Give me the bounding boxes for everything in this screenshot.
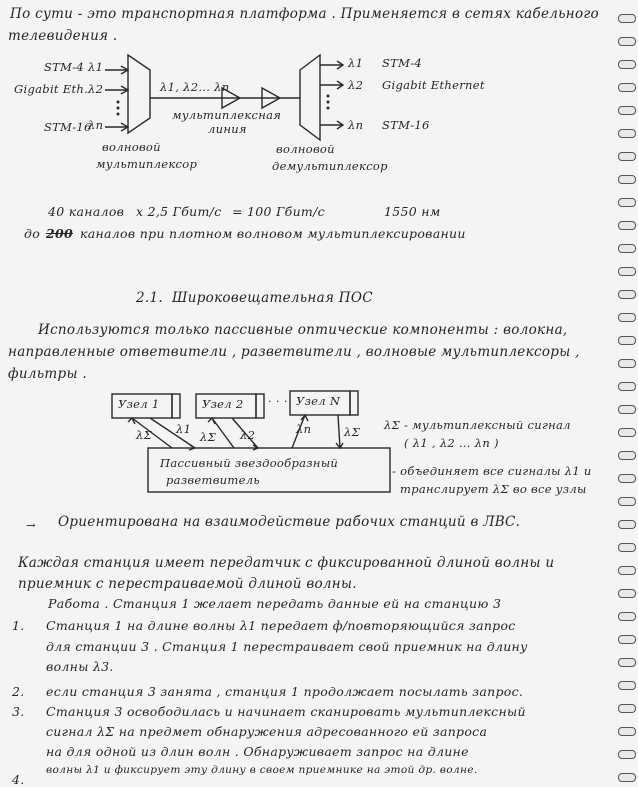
- step-1-line-2: для станции 3 . Станция 1 перестраивает свой приемник на длину: [46, 639, 528, 654]
- station-line-1: Каждая станция имеет передатчик с фиксированной длиной волны и: [18, 555, 555, 571]
- capacity-total: = 100 Гбит/с: [232, 204, 325, 219]
- lambda-n-label: λn: [296, 422, 312, 436]
- output-name-2: Gigabit Ethernet: [382, 78, 485, 92]
- note-join-1: - объединяет все сигналы λ1 и: [392, 464, 592, 478]
- step-3-line-1: Станция 3 освободилась и начинает сканировать мультиплексный: [46, 704, 526, 719]
- output-name-1: STM-4: [382, 56, 423, 70]
- demux-shape: [300, 55, 320, 140]
- intro-line-2: телевидения .: [8, 28, 118, 44]
- demux-label-2: демультиплексор: [272, 159, 388, 173]
- orientation-marker: →: [26, 518, 36, 532]
- lambda-sigma-label-2: λΣ: [200, 430, 217, 444]
- station-line-2: приемник с перестраиваемой длиной волны.: [18, 576, 357, 592]
- mux-label-2: мультиплексор: [96, 157, 198, 171]
- step-3-num: 3.: [12, 704, 25, 719]
- capacity-line2-rest: каналов при плотном волновом мультиплексировании: [80, 226, 466, 241]
- input-name-3: STM-16: [44, 120, 92, 134]
- input-name-1: STM-4: [44, 60, 85, 74]
- step-3-line-3: на для одной из длин волн . Обнаруживает запрос на длине: [46, 744, 469, 759]
- splitter-line-2: разветвитель: [166, 473, 260, 487]
- note-sigma-2: ( λ1 , λ2 ... λn ): [404, 436, 499, 450]
- mux-label-1: волновой: [102, 140, 161, 154]
- input-name-2: Gigabit Eth.: [14, 82, 89, 96]
- output-lambda-3: λn: [348, 118, 364, 132]
- lambda-sigma-label-1: λΣ: [136, 428, 153, 442]
- step-1-line-3: волны λ3.: [46, 659, 114, 674]
- step-3-line-2: сигнал λΣ на предмет обнаружения адресованного ей запроса: [46, 724, 488, 739]
- capacity-channels: 40 каналов: [48, 204, 125, 219]
- input-lambda-1: λ1: [88, 60, 104, 74]
- input-lambda-3: λn: [88, 118, 104, 132]
- passive-line-1: Используются только пассивные оптические компоненты : волокна,: [38, 322, 568, 338]
- section-title: Широковещательная ПОС: [172, 290, 373, 306]
- passive-line-2: направленные ответвители , разветвители , волновые мультиплексоры ,: [8, 344, 580, 360]
- lambda-sigma-label-3: λΣ: [344, 425, 361, 439]
- output-lambda-1: λ1: [348, 56, 364, 70]
- step-2-num: 2.: [12, 684, 25, 699]
- step-4-num: 4.: [12, 772, 25, 787]
- output-name-3: STM-16: [382, 118, 430, 132]
- capacity-wavelength: 1550 нм: [384, 204, 441, 219]
- mux-shape: [128, 55, 150, 133]
- demux-label-1: волновой: [276, 142, 335, 156]
- passive-line-3: фильтры .: [8, 366, 87, 382]
- splitter-line-1: Пассивный звездообразный: [160, 456, 339, 470]
- line-lambdas: λ1, λ2... λn: [160, 80, 230, 94]
- step-2-line-1: если станция 3 занята , станция 1 продолжает посылать запрос.: [46, 684, 524, 699]
- step-1-num: 1.: [12, 618, 25, 633]
- line-label-2: линия: [208, 122, 247, 136]
- output-lambda-2: λ2: [348, 78, 364, 92]
- lambda-1-label: λ1: [176, 422, 192, 436]
- nodes-ellipsis: · · ·: [268, 394, 288, 408]
- capacity-rate: x 2,5 Гбит/с: [136, 204, 222, 219]
- step-3-line-4: волны λ1 и фиксирует эту длину в своем приемнике на этой др. волне.: [46, 764, 478, 776]
- section-number: 2.1.: [136, 290, 163, 306]
- capacity-line2-prefix: до: [24, 226, 41, 241]
- capacity-line2-struck: 200: [46, 226, 73, 241]
- orientation-text: Ориентирована на взаимодействие рабочих станций в ЛВС.: [58, 514, 521, 530]
- note-join-2: транслирует λΣ во все узлы: [400, 482, 587, 496]
- note-sigma-1: λΣ - мультиплексный сигнал: [384, 418, 571, 432]
- node-n-label: Узел N: [296, 394, 341, 408]
- node-1-label: Узел 1: [118, 397, 160, 411]
- intro-line-1: По сути - это транспортная платформа . Применяется в сетях кабельного: [10, 6, 599, 22]
- line-label-1: мультиплексная: [172, 108, 282, 122]
- input-lambda-2: λ2: [88, 82, 104, 96]
- node-2-label: Узел 2: [202, 397, 244, 411]
- station-work: Работа . Станция 1 желает передать данные ей на станцию 3: [48, 596, 502, 611]
- lambda-2-label: λ2: [240, 428, 256, 442]
- step-1-line-1: Станция 1 на длине волны λ1 передает ф/повторяющийся запрос: [46, 618, 516, 633]
